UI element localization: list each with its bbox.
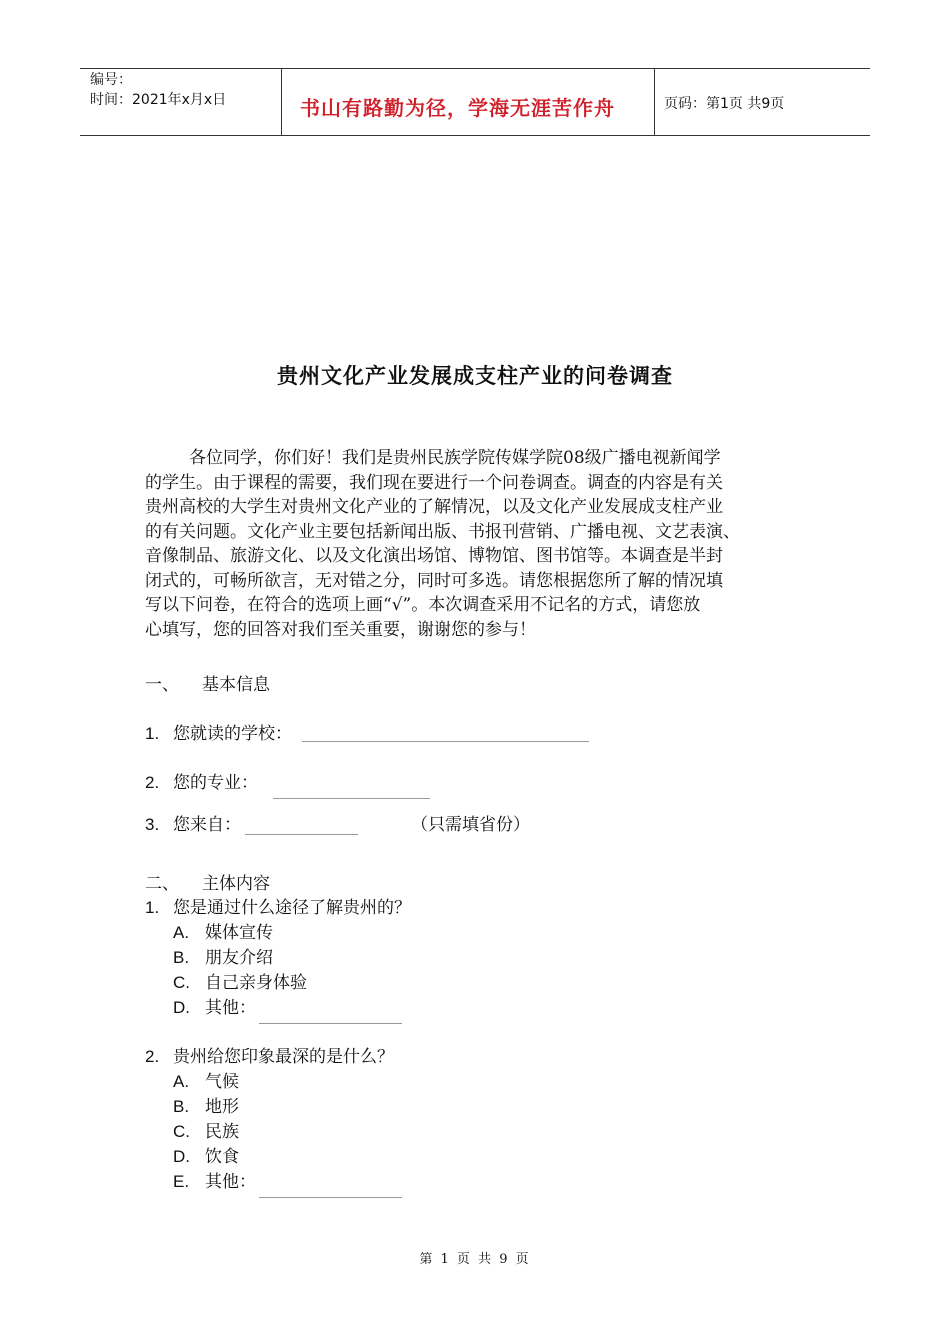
question-number: 1. xyxy=(145,724,160,743)
header-motto: 书山有路勤为径，学海无涯苦作舟 xyxy=(300,96,615,120)
major-question-label: 您的专业： xyxy=(173,773,258,793)
school-answer-line[interactable] xyxy=(302,741,589,742)
header-time-label: 时间：2021年x月x日 xyxy=(90,92,227,108)
origin-note: （只需填省份） xyxy=(411,815,530,835)
header-divider-left xyxy=(281,68,282,136)
option-letter: C. xyxy=(173,973,190,992)
q1-other-answer-line[interactable] xyxy=(259,1023,402,1024)
q1-option-d[interactable]: 其他： xyxy=(205,998,256,1018)
section1-title: 基本信息 xyxy=(202,675,270,695)
option-letter: B. xyxy=(173,1097,190,1116)
option-letter: D. xyxy=(173,1147,190,1166)
q1-option-c[interactable]: 自己亲身体验 xyxy=(205,973,307,993)
question-2-text: 贵州给您印象最深的是什么？ xyxy=(173,1047,394,1067)
option-letter: A. xyxy=(173,1072,190,1091)
school-question-label: 您就读的学校： xyxy=(173,724,292,744)
intro-line: 音像制品、旅游文化、以及文化演出场馆、博物馆、图书馆等。本调查是半封 xyxy=(145,546,723,566)
intro-line: 的学生。由于课程的需要，我们现在要进行一个问卷调查。调查的内容是有关 xyxy=(145,472,723,493)
section2-number: 二、 xyxy=(145,874,179,894)
q1-option-a[interactable]: 媒体宣传 xyxy=(205,923,273,943)
page-footer: 第 1 页 共 9 页 xyxy=(419,1252,531,1267)
page-title: 贵州文化产业发展成支柱产业的问卷调查 xyxy=(277,364,673,388)
question-number: 3. xyxy=(145,815,160,834)
section2-title: 主体内容 xyxy=(202,874,270,894)
intro-line: 心填写，您的回答对我们至关重要，谢谢您的参与！ xyxy=(145,619,536,640)
header-divider-right xyxy=(654,68,655,136)
option-letter: D. xyxy=(173,998,190,1017)
question-number: 2. xyxy=(145,773,160,792)
q2-other-answer-line[interactable] xyxy=(259,1197,402,1198)
question-number: 1. xyxy=(145,898,160,917)
q2-option-a[interactable]: 气候 xyxy=(205,1072,239,1092)
option-letter: E. xyxy=(173,1172,190,1191)
intro-line: 的有关问题。文化产业主要包括新闻出版、书报刊营销、广播电视、文艺表演、 xyxy=(145,521,740,542)
intro-paragraph xyxy=(145,446,805,642)
header-page-info: 页码：第1页 共9页 xyxy=(664,96,785,112)
origin-answer-line[interactable] xyxy=(245,834,358,835)
origin-question-label: 您来自： xyxy=(173,815,241,835)
intro-line: 各位同学，你们好！我们是贵州民族学院传媒学院08级广播电视新闻学 xyxy=(189,448,721,468)
header-top-border xyxy=(80,68,870,69)
intro-line: 写以下问卷，在符合的选项上画“√”。本次调查采用不记名的方式，请您放 xyxy=(145,595,701,615)
question-1-text: 您是通过什么途径了解贵州的？ xyxy=(173,898,411,918)
q2-option-e[interactable]: 其他： xyxy=(205,1172,256,1192)
question-number: 2. xyxy=(145,1047,160,1066)
q2-option-b[interactable]: 地形 xyxy=(205,1097,239,1117)
option-letter: C. xyxy=(173,1122,190,1141)
q2-option-c[interactable]: 民族 xyxy=(205,1122,239,1142)
intro-line: 贵州高校的大学生对贵州文化产业的了解情况，以及文化产业发展成支柱产业 xyxy=(145,497,723,517)
option-letter: B. xyxy=(173,948,190,967)
q2-option-d[interactable]: 饮食 xyxy=(205,1147,239,1167)
q1-option-b[interactable]: 朋友介绍 xyxy=(205,948,273,968)
option-letter: A. xyxy=(173,923,190,942)
header-bottom-border xyxy=(80,135,870,136)
major-answer-line[interactable] xyxy=(273,798,430,799)
section1-number: 一、 xyxy=(145,675,179,695)
header-code-label: 编号： xyxy=(90,72,132,88)
intro-line: 闭式的，可畅所欲言，无对错之分，同时可多选。请您根据您所了解的情况填 xyxy=(145,570,723,591)
